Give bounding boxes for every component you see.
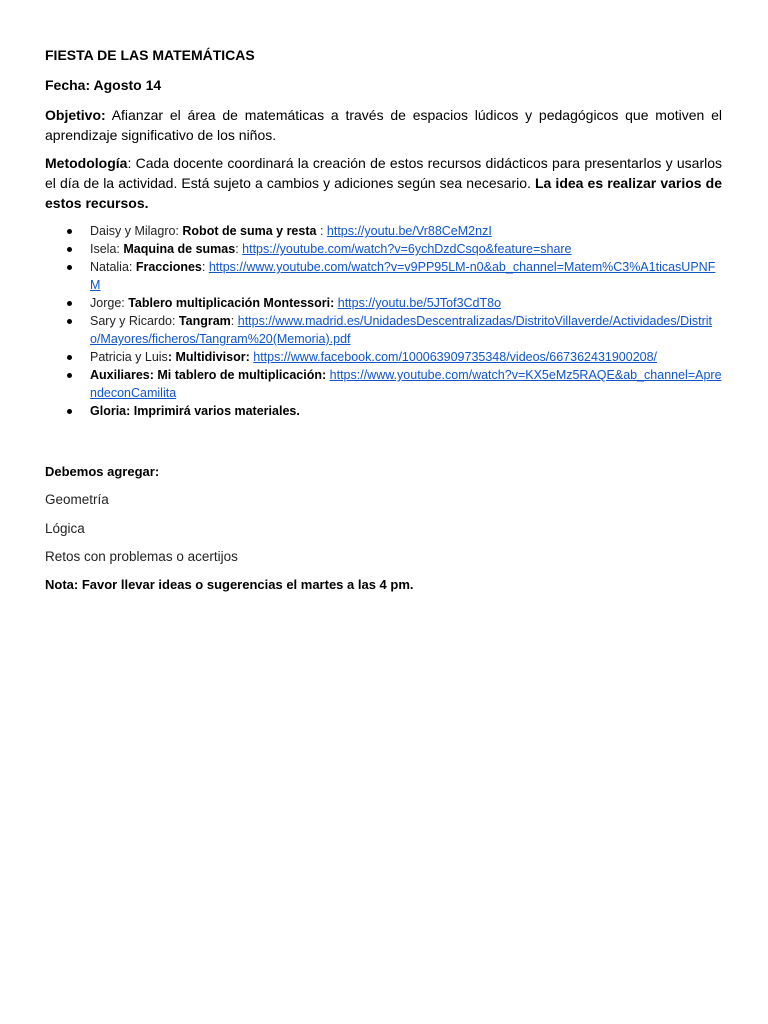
add-item-challenges: Retos con problemas o acertijos bbox=[45, 549, 238, 564]
note-line: Nota: Favor llevar ideas o sugerencias el martes a las 4 pm. bbox=[45, 577, 414, 592]
list-item bbox=[45, 258, 722, 294]
teacher-name: Jorge: bbox=[90, 296, 129, 310]
document-title: FIESTA DE LAS MATEMÁTICAS bbox=[45, 47, 255, 63]
resource-link[interactable]: https://www.facebook.com/100063909735348/videos/667362431900208/ bbox=[253, 350, 658, 364]
separator: : bbox=[201, 260, 209, 274]
methodology-bold-text: La idea es realizar varios de estos recursos. bbox=[45, 175, 722, 211]
list-item bbox=[45, 366, 722, 402]
date-line: Fecha: Agosto 14 bbox=[45, 77, 162, 93]
add-item-geometry: Geometría bbox=[45, 492, 109, 507]
methodology-text: : Cada docente coordinará la creación de estos recursos didácticos para presentarlos y usarlos el día de la actividad. Está sujeto a cambios y adiciones según sea necesario. bbox=[45, 155, 722, 191]
methodology-paragraph bbox=[45, 153, 722, 213]
resource-link[interactable]: https://youtu.be/Vr88CeM2nzI bbox=[326, 224, 492, 238]
resource-title: Fracciones bbox=[135, 260, 202, 274]
objective-label: Objetivo: bbox=[45, 107, 106, 123]
separator: : bbox=[316, 224, 327, 238]
separator: : bbox=[235, 242, 243, 256]
resource-link[interactable]: https://youtu.be/5JTof3CdT8o bbox=[337, 296, 502, 310]
teacher-name: Sary y Ricardo: bbox=[90, 314, 179, 328]
teacher-name: Natalia: bbox=[90, 260, 136, 274]
resource-link[interactable]: https://www.youtube.com/watch?v=v9PP95LM-n0&ab_channel=Matem%C3%A1ticasUPNFM bbox=[90, 260, 716, 292]
resource-title: Tangram bbox=[178, 314, 231, 328]
resource-title: Tablero multiplicación Montessori: bbox=[128, 296, 335, 310]
list-item bbox=[45, 348, 722, 366]
separator: : bbox=[230, 314, 238, 328]
resource-link[interactable]: https://youtube.com/watch?v=6ychDzdCsqo&feature=share bbox=[242, 242, 572, 256]
list-item bbox=[45, 402, 722, 420]
list-item bbox=[45, 312, 722, 348]
resource-link[interactable]: https://www.madrid.es/UnidadesDescentralizadas/DistritoVillaverde/Actividades/Distrito/Mayores/ficheros/Tangram%20(Memoria).pdf bbox=[90, 314, 713, 346]
list-item bbox=[45, 294, 722, 312]
resource-title: Gloria: Imprimirá varios materiales. bbox=[90, 404, 300, 418]
objective-text: Afianzar el área de matemáticas a través de espacios lúdicos y pedagógicos que motiven el aprendizaje significativo de los niños. bbox=[45, 107, 722, 143]
resource-title: Maquina de sumas bbox=[123, 242, 236, 256]
resource-title: : Multidivisor: bbox=[167, 350, 250, 364]
list-item bbox=[45, 240, 722, 258]
resource-title: Auxiliares: Mi tablero de multiplicación: bbox=[90, 368, 327, 382]
resource-link[interactable]: https://www.youtube.com/watch?v=KX5eMz5RAQE&ab_channel=AprendeconCamilita bbox=[90, 368, 722, 400]
objective-paragraph bbox=[45, 105, 722, 145]
teacher-name: Daisy y Milagro: bbox=[90, 224, 183, 238]
add-section-heading: Debemos agregar: bbox=[45, 464, 160, 479]
teacher-name: Isela: bbox=[90, 242, 124, 256]
methodology-label: Metodología bbox=[45, 155, 128, 171]
add-item-logic: Lógica bbox=[45, 521, 85, 536]
resource-list bbox=[45, 222, 722, 420]
resource-title: Robot de suma y resta bbox=[182, 224, 317, 238]
teacher-name: Patricia y Luis bbox=[90, 350, 168, 364]
list-item bbox=[45, 222, 722, 240]
